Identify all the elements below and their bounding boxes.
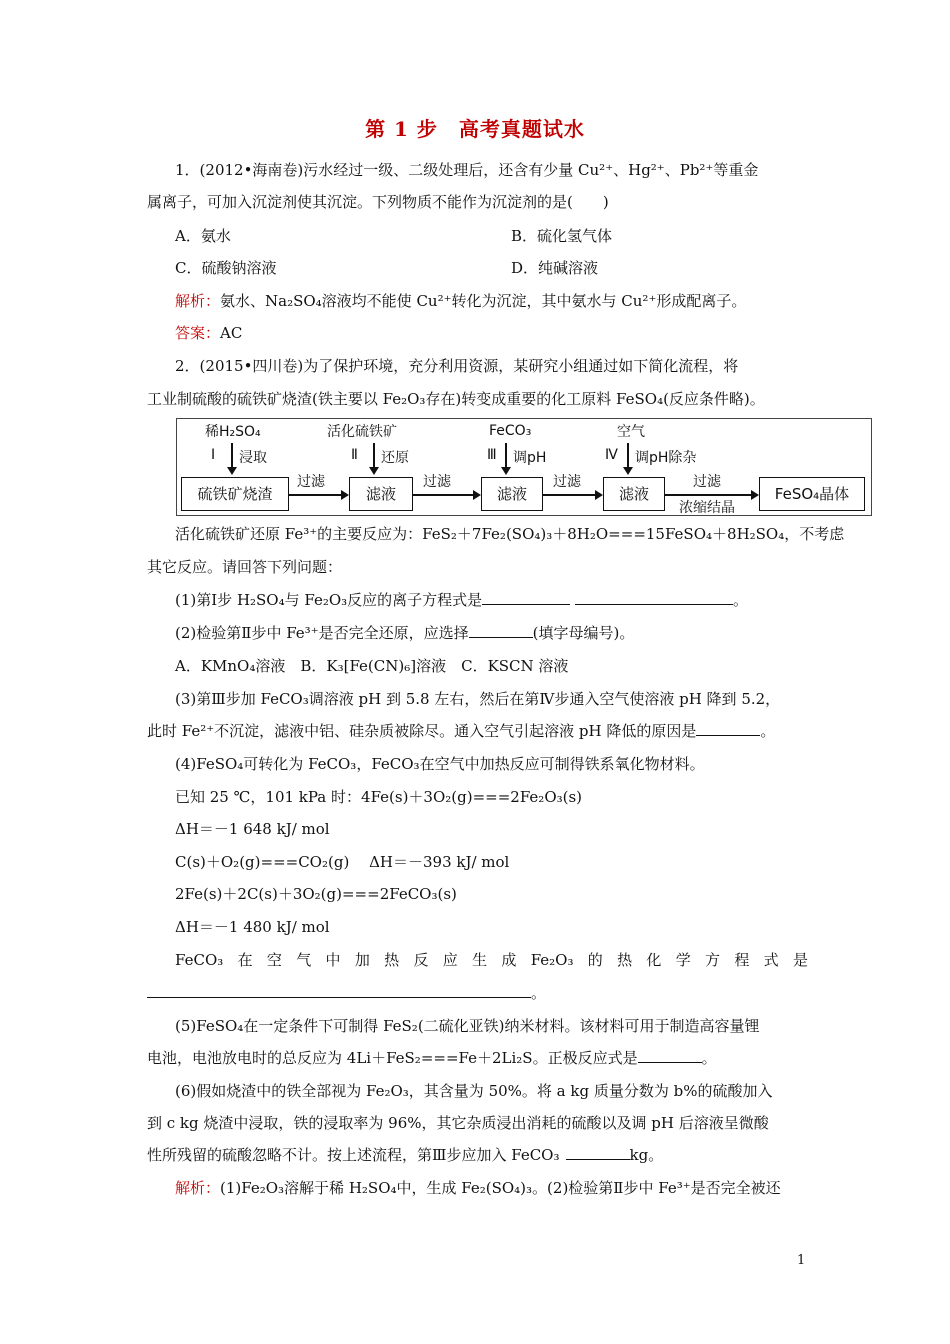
- q2-sub6-line1: (6)假如烧渣中的铁全部视为 Fe₂O₃，其含量为 50%。将 a kg 质量分数为 b%的硫酸加入: [175, 1082, 773, 1100]
- flow-action-2: 还原: [381, 450, 409, 466]
- flow-arrow-2: [413, 494, 479, 496]
- q1-option-d: D．纯碱溶液: [511, 259, 599, 277]
- q2-sub4-question-word: 热: [384, 951, 400, 969]
- q2-sub3-end: 。: [760, 722, 776, 740]
- answer-blank[interactable]: [575, 592, 733, 605]
- q2-sub2-options: A．KMnO₄溶液 B．K₃[Fe(CN)₆]溶液 C．KSCN 溶液: [175, 657, 569, 675]
- q2-sub4-question: [175, 950, 808, 970]
- q2-sub4-question-word: 成: [501, 951, 517, 969]
- q2-sub4-eq3: 2Fe(s)＋2C(s)＋3O₂(g)===2FeCO₃(s): [175, 885, 457, 903]
- flow-arrow-3: [543, 494, 601, 496]
- q2-sub4-question-word: 方: [705, 951, 721, 969]
- q1-stem-line2: 属离子，可加入沉淀剂使其沉淀。下列物质不能作为沉淀剂的是( ): [147, 193, 609, 211]
- q2-sub4-known: 已知 25 ℃，101 kPa 时：4Fe(s)＋3O₂(g)===2Fe₂O₃(s): [175, 788, 583, 806]
- q2-analysis-text: (1)Fe₂O₃溶解于稀 H₂SO₄中，生成 Fe₂(SO₄)₃。(2)检验第Ⅱ步中 Fe³⁺是否完全被还: [220, 1179, 781, 1197]
- answer-blank[interactable]: [469, 625, 533, 638]
- flow-down-arrow-4: [627, 443, 629, 473]
- flow-reagent-1: 稀H₂SO₄: [205, 424, 261, 440]
- q1-option-a: A．氨水: [175, 227, 231, 245]
- q1-option-c: C．硫酸钠溶液: [175, 259, 277, 277]
- flow-arrow-4: [665, 494, 757, 496]
- flow-filter-1: 过滤: [297, 474, 325, 490]
- q2-analysis: [175, 1178, 840, 1198]
- flow-filter-3: 过滤: [553, 474, 581, 490]
- q2-sub4-question-word: 化: [646, 951, 662, 969]
- answer-blank[interactable]: [638, 1050, 702, 1063]
- q2-sub4-dh1: ΔH＝－1 648 kJ/ mol: [175, 820, 330, 838]
- q2-sub3-text: 此时 Fe²⁺不沉淀，滤液中铝、硅杂质被除尽。通入空气引起溶液 pH 降低的原因是: [147, 722, 697, 740]
- q1-stem-line1: 1．(2012•海南卷)污水经过一级、二级处理后，还含有少量 Cu²⁺、Hg²⁺、Pb²⁺等重金: [175, 161, 759, 179]
- flow-down-arrow-2: [373, 443, 375, 473]
- page-title: 第 1 步 高考真题试水: [365, 117, 585, 141]
- q2-stem-line2: 工业制硫酸的硫铁矿烧渣(铁主要以 Fe₂O₃存在)转变成重要的化工原料 FeSO₄(反应条件略)。: [147, 390, 765, 408]
- q2-sub2: [175, 623, 840, 643]
- q2-sub4-question-word: 中: [325, 951, 341, 969]
- q2-sub6-line2: 到 c kg 烧渣中浸取，铁的浸取率为 96%，其它杂质浸出消耗的硫酸以及调 pH 后溶液呈微酸: [147, 1114, 769, 1132]
- flow-step-4: Ⅳ: [605, 447, 618, 463]
- q2-sub1: [175, 590, 840, 610]
- flow-box-feso4-crystal: FeSO₄晶体: [759, 477, 865, 511]
- flow-action-1: 浸取: [239, 450, 267, 466]
- flow-step-2: Ⅱ: [351, 447, 358, 463]
- answer-label: 答案：: [175, 324, 221, 342]
- flow-step-3: Ⅲ: [487, 447, 497, 463]
- q1-answer: [175, 323, 840, 343]
- q2-sub2-end: (填字母编号)。: [532, 624, 635, 642]
- q2-sub4-eq2: C(s)＋O₂(g)===CO₂(g) ΔH＝－393 kJ/ mol: [175, 853, 510, 871]
- q2-sub4-question-word: 应: [442, 951, 458, 969]
- flow-reagent-4: 空气: [617, 424, 645, 440]
- q1-option-b: B．硫化氢气体: [511, 227, 613, 245]
- q2-sub5-end: 。: [701, 1049, 717, 1067]
- process-flow-diagram: [176, 418, 872, 516]
- flow-box-filtrate-3: 滤液: [603, 477, 665, 511]
- q2-sub1-text: (1)第Ⅰ步 H₂SO₄与 Fe₂O₃反应的离子方程式是: [175, 591, 483, 609]
- q2-stem-line1: 2．(2015•四川卷)为了保护环境，充分利用资源，某研究小组通过如下简化流程，将: [175, 357, 739, 375]
- q2-sub3-line2: [147, 721, 812, 741]
- q2-sub4-answer-line: [147, 983, 812, 1003]
- flow-concentrate-crystallize: 浓缩结晶: [679, 500, 735, 516]
- analysis-label: 解析：: [175, 292, 221, 310]
- q2-reaction-line2: 其它反应。请回答下列问题：: [147, 558, 343, 576]
- q2-sub4-question-word: 是: [792, 951, 808, 969]
- flow-filter-2: 过滤: [423, 474, 451, 490]
- analysis-label: 解析：: [175, 1179, 221, 1197]
- flow-box-filtrate-1: 滤液: [349, 477, 413, 511]
- flow-reagent-3: FeCO₃: [489, 423, 532, 439]
- q1-answer-text: AC: [220, 324, 243, 342]
- q2-sub4-question-word: 式: [763, 951, 779, 969]
- q2-sub4-end: 。: [531, 984, 547, 1002]
- q2-sub4-question-word: FeCO₃: [175, 951, 224, 969]
- q2-sub4-question-word: 程: [734, 951, 750, 969]
- flow-action-4: 调pH除杂: [635, 450, 697, 466]
- q2-sub4-question-word: 空: [266, 951, 282, 969]
- flow-filter-4: 过滤: [693, 474, 721, 490]
- q2-sub6-line3: [147, 1145, 812, 1165]
- flow-reagent-2: 活化硫铁矿: [327, 424, 397, 440]
- q2-sub4-question-word: 反: [413, 951, 429, 969]
- q2-sub4-question-word: 生: [472, 951, 488, 969]
- page-number: 1: [797, 1253, 806, 1268]
- q2-sub5-text: 电池，电池放电时的总反应为 4Li＋FeS₂===Fe＋2Li₂S。正极反应式是: [147, 1049, 638, 1067]
- q2-sub4-question-word: 加: [354, 951, 370, 969]
- q2-sub4-question-word: 学: [675, 951, 691, 969]
- q2-sub6-end: kg。: [629, 1146, 664, 1164]
- answer-blank[interactable]: [147, 985, 531, 998]
- flow-box-roasted-slag: 硫铁矿烧渣: [181, 477, 289, 511]
- q1-analysis-text: 氨水、Na₂SO₄溶液均不能使 Cu²⁺转化为沉淀，其中氨水与 Cu²⁺形成配离子。: [220, 292, 747, 310]
- q2-sub4-question-word: Fe₂O₃: [530, 951, 574, 969]
- answer-blank[interactable]: [696, 723, 760, 736]
- q2-sub4-question-word: 热: [617, 951, 633, 969]
- q2-sub4-question-word: 在: [237, 951, 253, 969]
- q2-sub2-text: (2)检验第Ⅱ步中 Fe³⁺是否完全还原，应选择: [175, 624, 469, 642]
- q2-sub5-line2: [147, 1048, 812, 1068]
- q2-reaction-line1: 活化硫铁矿还原 Fe³⁺的主要反应为：FeS₂＋7Fe₂(SO₄)₃＋8H₂O===15FeSO₄＋8H₂SO₄，不考虑: [175, 525, 845, 543]
- q2-sub6-text: 性所残留的硫酸忽略不计。按上述流程，第Ⅲ步应加入 FeCO₃: [147, 1146, 560, 1164]
- flow-step-1: Ⅰ: [211, 447, 216, 463]
- flow-action-3: 调pH: [513, 450, 547, 466]
- q2-sub5-line1: (5)FeSO₄在一定条件下可制得 FeS₂(二硫化亚铁)纳米材料。该材料可用于制造高容量锂: [175, 1017, 760, 1035]
- q2-sub4-question-word: 的: [587, 951, 603, 969]
- q2-sub3-line1: (3)第Ⅲ步加 FeCO₃调溶液 pH 到 5.8 左右，然后在第Ⅳ步通入空气使溶液 pH 降到 5.2，: [175, 690, 781, 708]
- q2-sub4-question-word: 气: [296, 951, 312, 969]
- answer-blank[interactable]: [482, 592, 570, 605]
- q2-sub4-line1: (4)FeSO₄可转化为 FeCO₃，FeCO₃在空气中加热反应可制得铁系氧化物材料。: [175, 755, 705, 773]
- flow-arrow-1: [289, 494, 347, 496]
- flow-box-filtrate-2: 滤液: [481, 477, 543, 511]
- flow-down-arrow-3: [505, 443, 507, 473]
- q2-sub1-end: 。: [732, 591, 748, 609]
- spread-line: [175, 950, 808, 970]
- q1-analysis: [175, 291, 840, 311]
- answer-blank[interactable]: [566, 1147, 630, 1160]
- flow-down-arrow-1: [231, 443, 233, 473]
- q2-sub4-dh3: ΔH＝－1 480 kJ/ mol: [175, 918, 330, 936]
